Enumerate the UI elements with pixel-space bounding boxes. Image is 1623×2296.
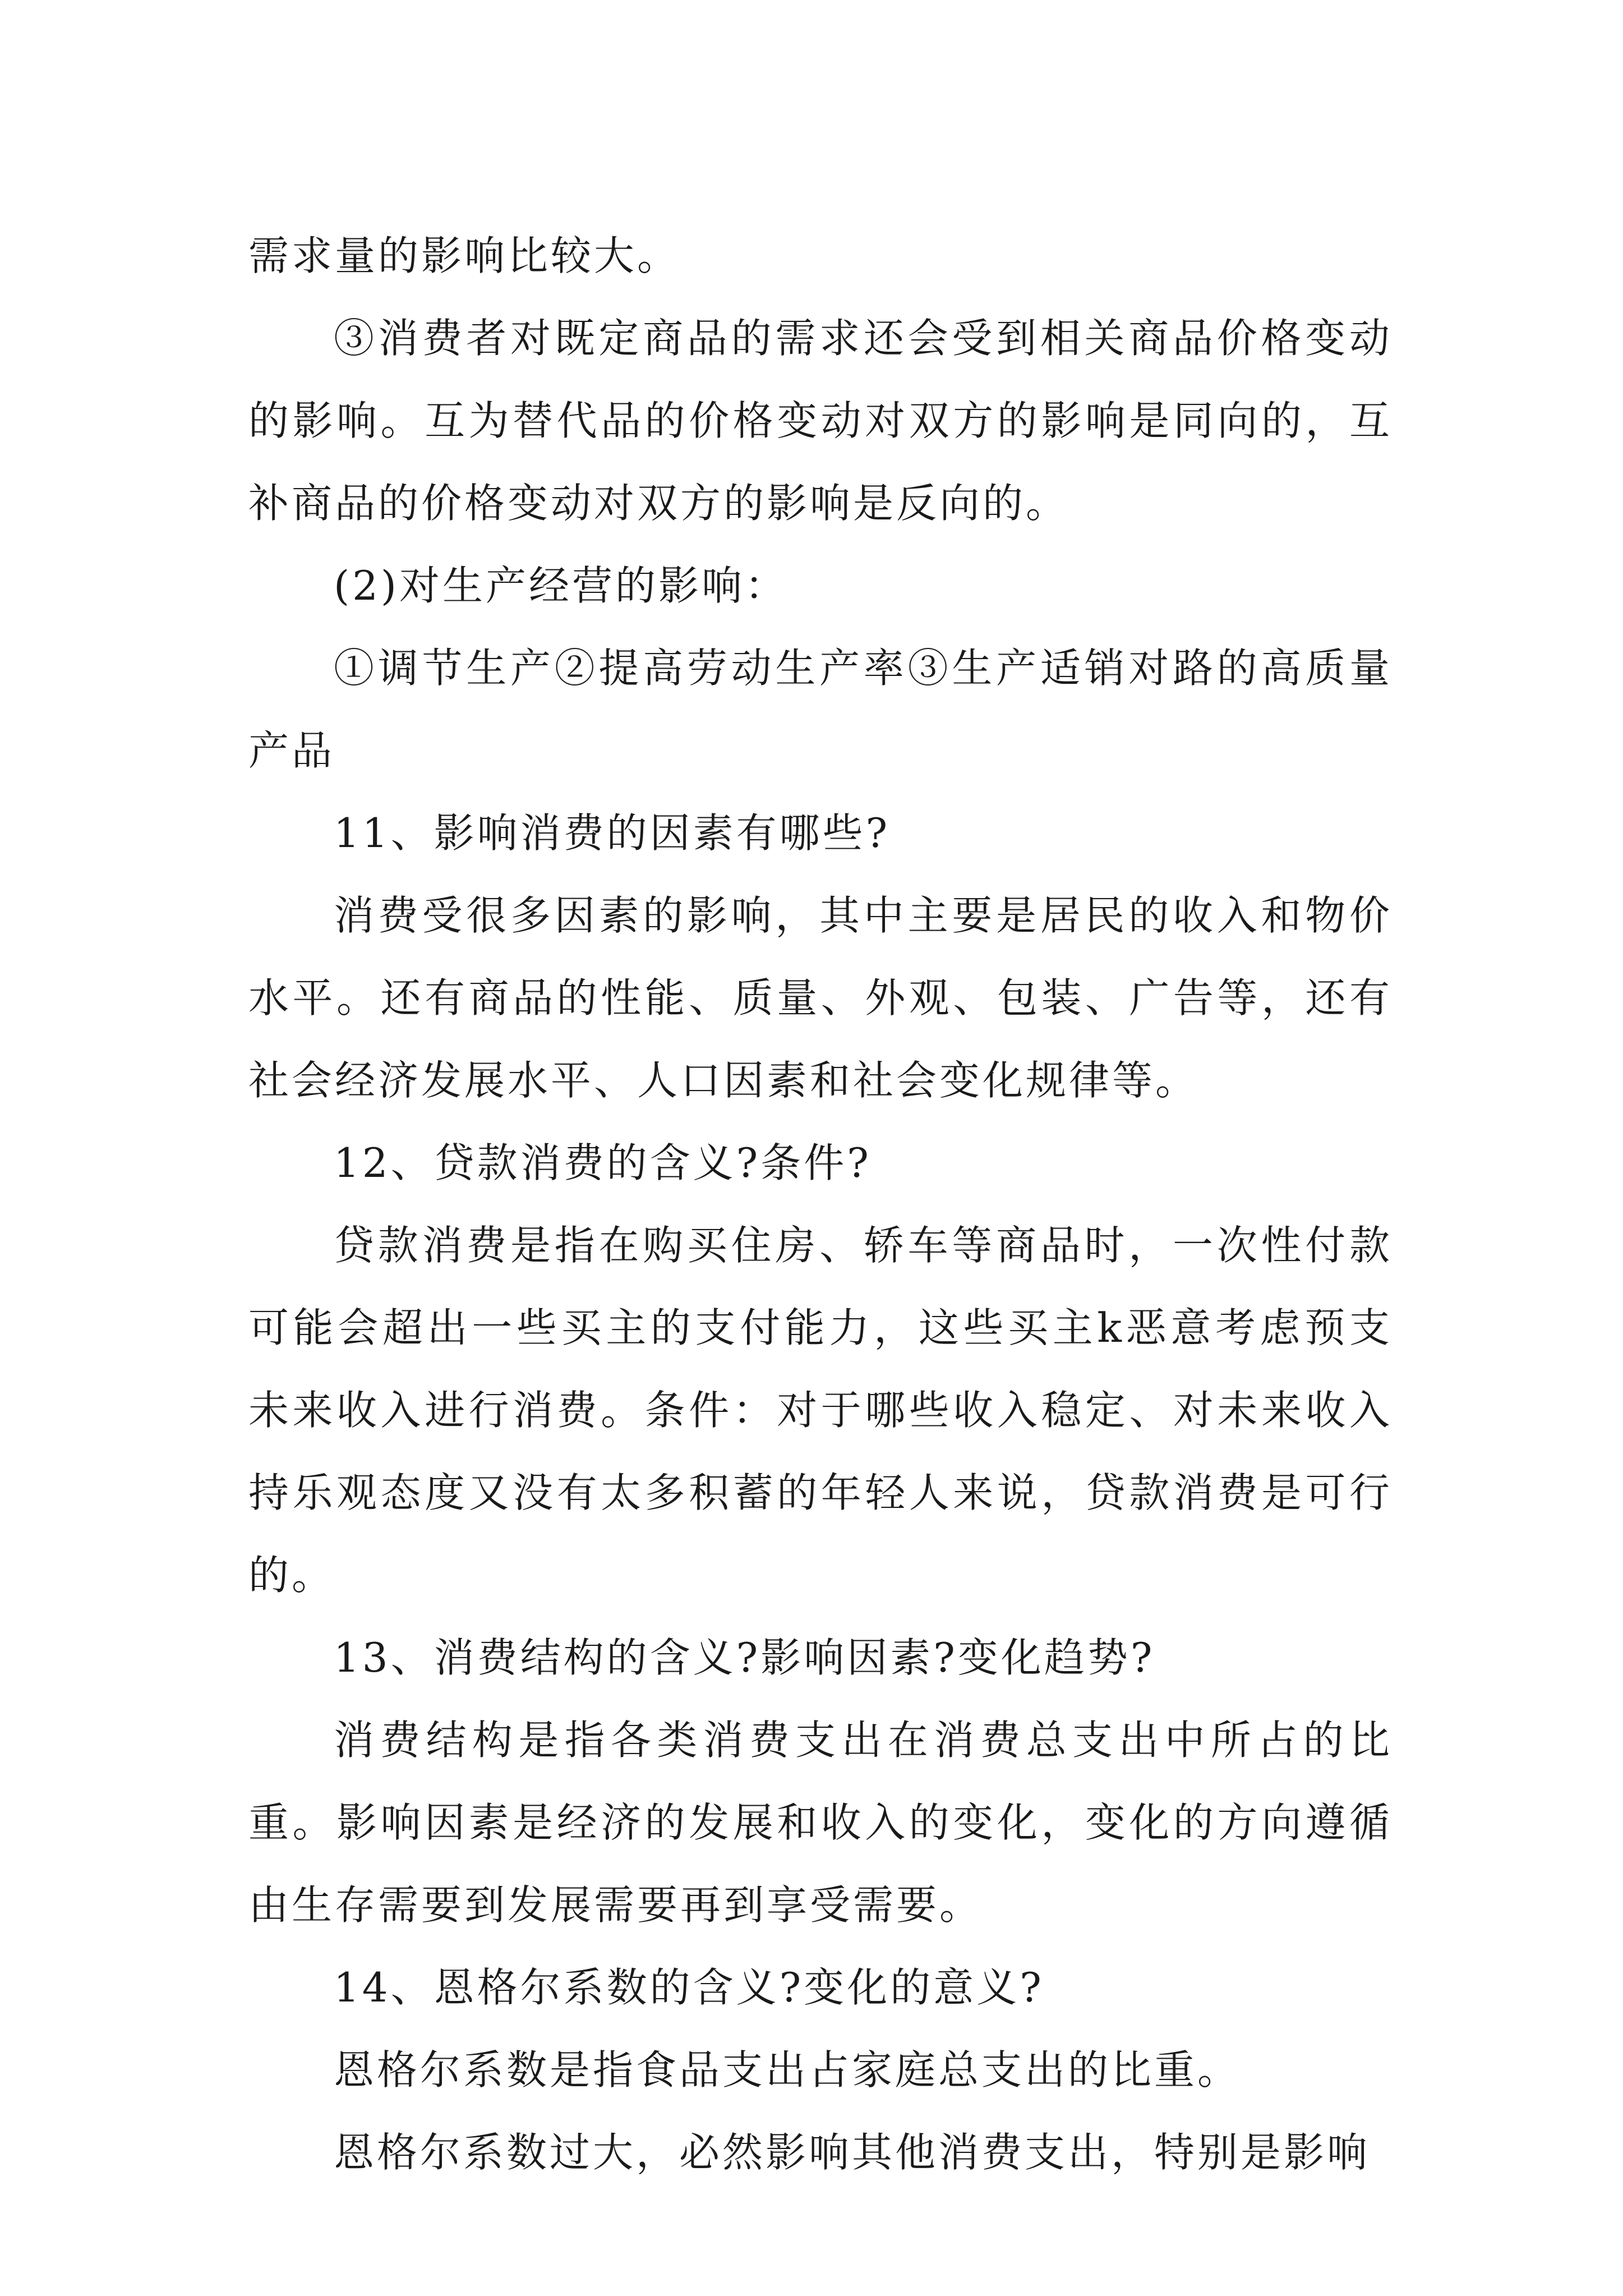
paragraph-production-points: ①调节生产②提高劳动生产率③生产适销对路的高质量产品 [248,645,1393,774]
question-11-heading: 11、影响消费的因素有哪些? [334,809,891,857]
answer-14-significance: 恩格尔系数过大，必然影响其他消费支出，特别是影响 [334,2129,1371,2176]
subheading-production-impact: (2)对生产经营的影响： [334,562,788,609]
question-12-heading: 12、贷款消费的含义?条件? [334,1139,872,1186]
answer-12-paragraph: 贷款消费是指在购买住房、轿车等商品时，一次性付款可能会超出一些买主的支付能力，这些买主k恶意考虑预支未来收入进行消费。条件：对于哪些收入稳定、对未来收入持乐观态度又没有太多积蓄的年轻人来说，贷款消费是可行的。 [248,1222,1393,1599]
answer-13-paragraph: 消费结构是指各类消费支出在消费总支出中所占的比重。影响因素是经济的发展和收入的变化，变化的方向遵循由生存需要到发展需要再到享受需要。 [248,1717,1393,1929]
answer-11-paragraph: 消费受很多因素的影响，其中主要是居民的收入和物价水平。还有商品的性能、质量、外观、包装、广告等，还有社会经济发展水平、人口因素和社会变化规律等。 [248,892,1393,1104]
question-14-heading: 14、恩格尔系数的含义?变化的意义? [334,1964,1044,2011]
question-13-heading: 13、消费结构的含义?影响因素?变化趋势? [334,1634,1155,1681]
paragraph-substitute-complement: ③消费者对既定商品的需求还会受到相关商品价格变动的影响。互为替代品的价格变动对双方的影响是同向的，互补商品的价格变动对双方的影响是反向的。 [248,315,1393,527]
answer-14-definition: 恩格尔系数是指食品支出占家庭总支出的比重。 [334,2046,1241,2093]
document-body [248,215,1393,2194]
paragraph-continuation: 需求量的影响比较大。 [248,232,681,279]
